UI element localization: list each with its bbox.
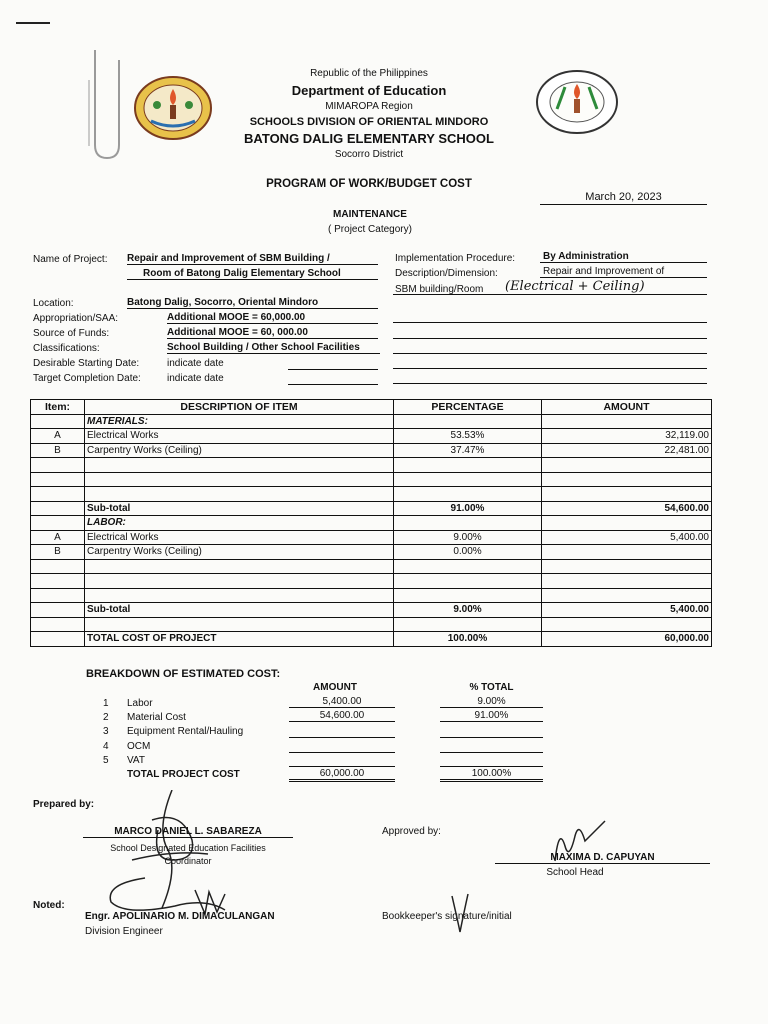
prepared-by-label: Prepared by: xyxy=(33,799,95,810)
header-item: Item: xyxy=(31,400,85,415)
classification-label: Classifications: xyxy=(33,343,100,354)
document-title: PROGRAM OF WORK/BUDGET COST xyxy=(266,178,472,190)
cell-percentage: 53.53% xyxy=(394,429,542,444)
breakdown-label: Equipment Rental/Hauling xyxy=(127,726,244,737)
district-name: Socorro District xyxy=(334,149,404,160)
cell-amount: 5,400.00 xyxy=(542,530,712,545)
project-category-note: ( Project Category) xyxy=(328,224,412,235)
blank-line-1 xyxy=(393,322,707,323)
school-name: BATONG DALIG ELEMENTARY SCHOOL xyxy=(244,131,494,146)
materials-subtotal-percentage: 91.00% xyxy=(394,501,542,516)
breakdown-num: 4 xyxy=(103,741,109,752)
table-row xyxy=(31,617,712,632)
project-name-line2: Room of Batong Dalig Elementary School xyxy=(127,268,378,280)
breakdown-amount-line xyxy=(289,766,395,767)
breakdown-label: Material Cost xyxy=(127,712,186,723)
department-name: Department of Education xyxy=(291,83,447,98)
table-row xyxy=(31,559,712,574)
blank-line-4 xyxy=(393,368,707,369)
cell-item: A xyxy=(31,530,85,545)
breakdown-amount-line xyxy=(289,752,395,753)
materials-label: MATERIALS: xyxy=(85,414,394,429)
paper-clip xyxy=(85,50,130,162)
approved-by-label: Approved by: xyxy=(382,826,441,837)
division-name: SCHOOLS DIVISION OF ORIENTAL MINDORO xyxy=(249,116,489,128)
implementation-label: Implementation Procedure: xyxy=(395,253,516,264)
description-line2: SBM building/Room xyxy=(395,284,484,295)
cell-amount: 22,481.00 xyxy=(542,443,712,458)
breakdown-label: Labor xyxy=(127,698,153,709)
republic-line: Republic of the Philippines xyxy=(310,68,428,79)
appropriation-value: Additional MOOE = 60,000.00 xyxy=(167,312,378,324)
table-header-row xyxy=(31,400,712,415)
breakdown-amount-line xyxy=(289,737,395,738)
cell-percentage: 9.00% xyxy=(394,530,542,545)
table-row xyxy=(31,588,712,603)
description-label: Description/Dimension: xyxy=(395,268,498,279)
breakdown-pct-header: % TOTAL xyxy=(469,682,514,693)
labor-subtotal-amount: 5,400.00 xyxy=(542,603,712,618)
noted-title: Division Engineer xyxy=(85,926,163,937)
blank-line-3 xyxy=(393,353,707,354)
description-line xyxy=(393,294,707,295)
blank-line-5 xyxy=(393,383,707,384)
location-value: Batong Dalig, Socorro, Oriental Mindoro xyxy=(127,297,378,309)
project-category: MAINTENANCE xyxy=(333,209,407,220)
division-seal xyxy=(133,75,213,141)
table-row xyxy=(31,458,712,473)
implementation-value: By Administration xyxy=(540,251,707,263)
breakdown-num: 2 xyxy=(103,712,109,723)
table-row xyxy=(31,603,712,618)
header-amount: AMOUNT xyxy=(542,400,712,415)
total-percentage: 100.00% xyxy=(394,632,542,647)
approved-name: MAXIMA D. CAPUYAN xyxy=(495,852,710,864)
breakdown-amount: 54,600.00 xyxy=(289,710,395,722)
classification-value: School Building / Other School Facilities xyxy=(167,342,380,354)
breakdown-title: BREAKDOWN OF ESTIMATED COST: xyxy=(86,668,281,680)
bookkeeper-signature xyxy=(448,892,472,936)
cell-item: B xyxy=(31,545,85,560)
materials-subtotal-amount: 54,600.00 xyxy=(542,501,712,516)
prepared-title-line2: Coordinator xyxy=(164,856,212,866)
breakdown-pct: 91.00% xyxy=(440,710,543,722)
start-date-line xyxy=(288,369,378,370)
table-row xyxy=(31,545,712,560)
labor-label: LABOR: xyxy=(85,516,394,531)
breakdown-pct: 9.00% xyxy=(440,696,543,708)
school-seal xyxy=(535,69,619,135)
breakdown-num: 1 xyxy=(103,698,109,709)
breakdown-label: VAT xyxy=(127,755,145,766)
header-percentage: PERCENTAGE xyxy=(394,400,542,415)
description-handwritten: (Electrical + Ceiling) xyxy=(505,279,645,294)
bookkeeper-label: Bookkeeper's signature/initial xyxy=(382,911,512,922)
breakdown-total-label: TOTAL PROJECT COST xyxy=(127,769,240,780)
target-date-label: Target Completion Date: xyxy=(33,373,141,384)
pen-mark xyxy=(16,22,50,24)
project-name-label: Name of Project: xyxy=(33,254,108,265)
cost-table xyxy=(30,399,712,647)
table-row xyxy=(31,487,712,502)
breakdown-total-amount: 60,000.00 xyxy=(289,768,395,782)
breakdown-num: 3 xyxy=(103,726,109,737)
noted-label: Noted: xyxy=(33,900,65,911)
table-row xyxy=(31,516,712,531)
start-date-value: indicate date xyxy=(167,358,224,369)
table-row xyxy=(31,414,712,429)
cell-description: Carpentry Works (Ceiling) xyxy=(85,545,394,560)
breakdown-pct-line xyxy=(440,752,543,753)
table-row xyxy=(31,501,712,516)
target-date-value: indicate date xyxy=(167,373,224,384)
prepared-name: MARCO DANIEL L. SABAREZA xyxy=(83,826,293,838)
approved-title: School Head xyxy=(546,867,604,878)
labor-subtotal-label: Sub-total xyxy=(85,603,394,618)
source-label: Source of Funds: xyxy=(33,328,110,339)
breakdown-amount: 5,400.00 xyxy=(289,696,395,708)
start-date-label: Desirable Starting Date: xyxy=(33,358,140,369)
total-amount: 60,000.00 xyxy=(542,632,712,647)
breakdown-total-pct: 100.00% xyxy=(440,768,543,782)
breakdown-pct-line xyxy=(440,737,543,738)
cell-item: A xyxy=(31,429,85,444)
table-row xyxy=(31,574,712,589)
description-line1: Repair and Improvement of xyxy=(540,266,707,278)
breakdown-pct-line xyxy=(440,766,543,767)
document-date: March 20, 2023 xyxy=(540,191,707,205)
breakdown-num: 5 xyxy=(103,755,109,766)
location-label: Location: xyxy=(33,298,74,309)
table-row xyxy=(31,429,712,444)
target-date-line xyxy=(288,384,378,385)
cell-amount: 32,119.00 xyxy=(542,429,712,444)
labor-subtotal-percentage: 9.00% xyxy=(394,603,542,618)
table-row xyxy=(31,443,712,458)
cell-amount xyxy=(542,545,712,560)
table-row xyxy=(31,530,712,545)
cell-description: Electrical Works xyxy=(85,530,394,545)
blank-line-2 xyxy=(393,338,707,339)
table-row xyxy=(31,632,712,647)
cell-item: B xyxy=(31,443,85,458)
cell-percentage: 0.00% xyxy=(394,545,542,560)
noted-name: Engr. APOLINARIO M. DIMACULANGAN xyxy=(85,911,275,922)
cell-description: Carpentry Works (Ceiling) xyxy=(85,443,394,458)
cell-description: Electrical Works xyxy=(85,429,394,444)
prepared-title-line1: School Designated Education Facilities xyxy=(110,843,266,853)
header-description: DESCRIPTION OF ITEM xyxy=(85,400,394,415)
breakdown-amount-header: AMOUNT xyxy=(313,682,357,693)
table-row xyxy=(31,472,712,487)
source-value: Additional MOOE = 60, 000.00 xyxy=(167,327,378,339)
materials-subtotal-label: Sub-total xyxy=(85,501,394,516)
region-name: MIMAROPA Region xyxy=(325,101,413,112)
total-label: TOTAL COST OF PROJECT xyxy=(85,632,394,647)
breakdown-label: OCM xyxy=(127,741,151,752)
project-name-line1: Repair and Improvement of SBM Building / xyxy=(127,253,378,265)
cell-percentage: 37.47% xyxy=(394,443,542,458)
appropriation-label: Appropriation/SAA: xyxy=(33,313,119,324)
